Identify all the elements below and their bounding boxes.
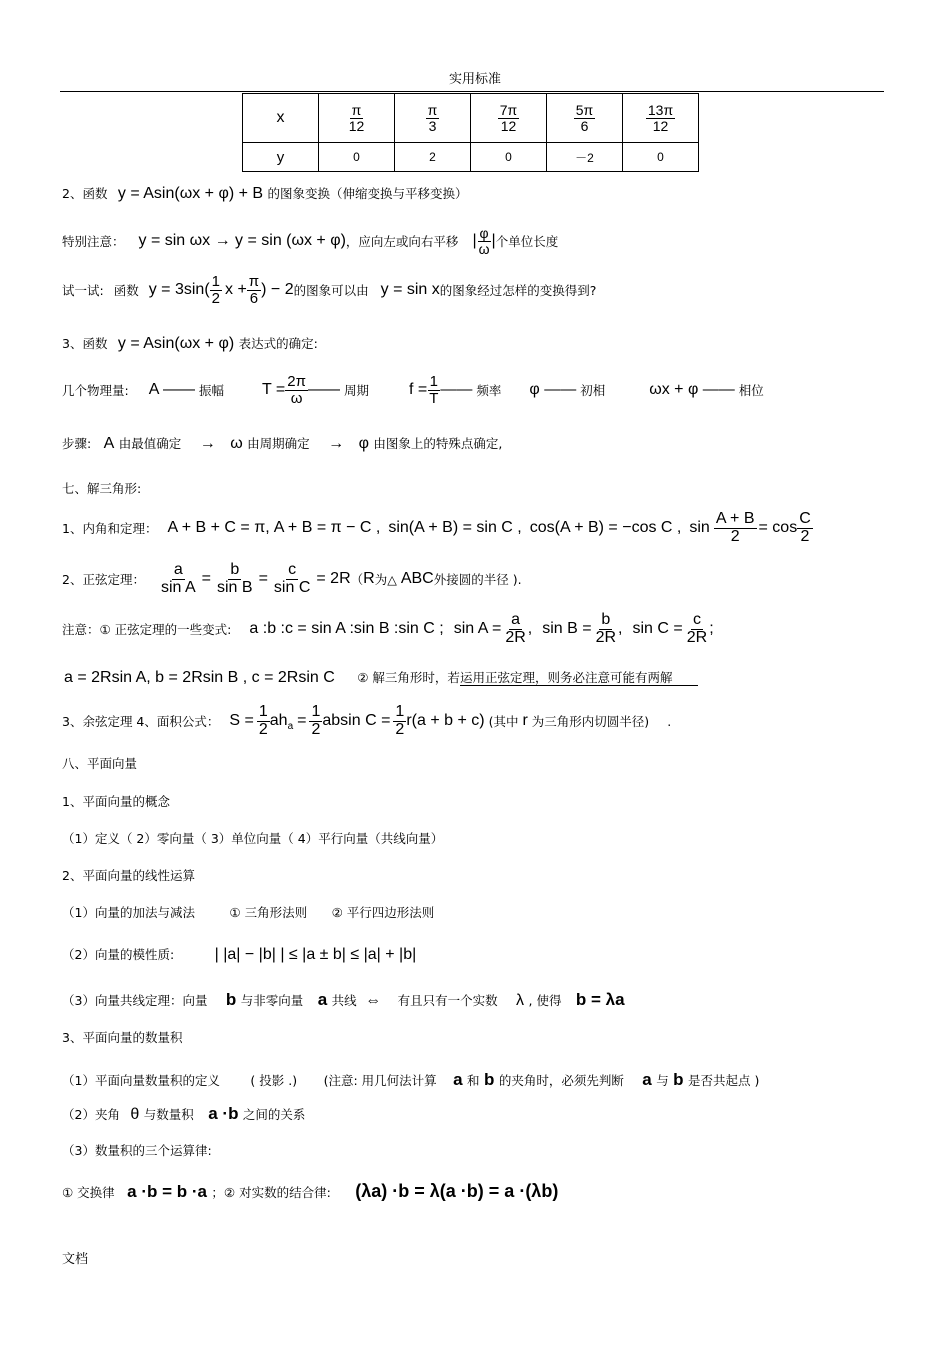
dot-product-definition-line: （1）平面向量数量积的定义 ( 投影 .) (注意: 用几何法计算 a 和 b 的夹角时，必须先判断 a 与 b 是否共起点 ) xyxy=(62,1070,760,1089)
angle-dot-product-line: （2）夹角 θ 与数量积 a ·b 之间的关系 xyxy=(62,1104,306,1123)
section-3-line: 3、函数 y = Asin(ωx + φ) 表达式的确定: xyxy=(62,335,318,352)
table-y-cell: 0 xyxy=(623,143,699,172)
vector-norm-line: （2）向量的模性质: | |a| − |b| | ≤ |a ± b| ≤ |a| + |b| xyxy=(62,946,417,963)
angle-sum-line: 1、内角和定理： A + B + C = π , A + B = π − C , sin(A + B) = sin C , cos(A + B) = −cos C , sin $\frac{A + B}{2}$ = cos C 2 xyxy=(62,510,811,545)
dot-product-laws-line: ① 交换律 a ·b = b ·a ；② 对实数的结合律: (λa) ·b = λ(a ·b) = a ·(λb) xyxy=(62,1181,559,1201)
table-y-cell: 0 xyxy=(471,143,547,172)
table-row xyxy=(243,94,699,143)
table-x-cell: $\frac{\pi}{3}$ xyxy=(395,94,471,143)
vector-concept-items: （1）定义（ 2）零向量（ 3）单位向量（ 4）平行向量（共线向量） xyxy=(62,831,444,846)
dot-product-laws-title: （3）数量积的三个运算律: xyxy=(62,1143,212,1158)
section-8-title: 八、平面向量 xyxy=(62,756,138,771)
value-table xyxy=(242,93,699,172)
sine-rule-line: 2、正弦定理： $\frac{a}{\text{sin A}}$ = $\frac{b}{\text{sin B}}$ = $\frac{c}{\text{sin C}}$ = 2R （ R 为△ ABC 外接圆的半径 ). xyxy=(62,561,522,596)
section-2-line: 2、函数 y = Asin(ωx + φ) + B 的图象变换（伸缩变换与平移变换） xyxy=(62,185,468,202)
table-x-cell: $\frac{5\pi}{6}$ xyxy=(547,94,623,143)
header-rule xyxy=(60,91,884,92)
page-footer: 文档 xyxy=(62,1252,89,1267)
steps-line: 步骤: A 由最值确定 → ω 由周期确定 → φ 由图象上的特殊点确定, xyxy=(62,435,503,452)
area-formula-line: 3、余弦定理 4、面积公式： S = $\frac{1}{2}$ ah a = $\frac{1}{2}$ absin C = $\frac{1}{2}$ r(a + b + c) (其中 r 为三角形内切圆半径) . xyxy=(62,703,672,738)
vector-add-sub-line: （1）向量的加法与减法 ① 三角形法则 ② 平行四边形法则 xyxy=(62,905,435,920)
table-y-cell: 0 xyxy=(319,143,395,172)
section-7-title: 七、解三角形: xyxy=(62,481,142,496)
sine-rule-variants-line: a = 2Rsin A, b = 2Rsin B , c = 2Rsin C ② 解三角形时，若运用正弦定理，则务必注意可能有两解 xyxy=(64,668,698,687)
special-note-line: 特别注意： y = sin ωx → y = sin (ωx + φ) ，应向左或向右平移 | φ ω | 个单位长度 xyxy=(62,225,559,257)
vector-concept-title: 1、平面向量的概念 xyxy=(62,794,170,809)
sine-rule-notes-line: 注意：① 正弦定理的一些变式: a :b :c = sin A :sin B :sin C ; sin A = $\frac{a}{2R}$ , sin B = $\frac{b}{2R}$ , sin C = $\frac{c}{2R}$ ; xyxy=(62,611,714,646)
table-x-label: x xyxy=(243,94,319,143)
table-x-cell: $\frac{\pi}{12}$ xyxy=(319,94,395,143)
dot-product-title: 3、平面向量的数量积 xyxy=(62,1030,183,1045)
table-x-cell: $\frac{7\pi}{12}$ xyxy=(471,94,547,143)
table-row xyxy=(243,143,699,172)
table-x-cell: $\frac{13\pi}{12}$ xyxy=(623,94,699,143)
table-y-cell: 2 xyxy=(395,143,471,172)
try-line: 试一试: 函数 y = 3sin( 1 2 x + $\frac{\pi}{6}$ ) − 2 的图象可以由 y = sin x 的图象经过怎样的变换得到? xyxy=(62,273,597,307)
table-y-label: y xyxy=(243,143,319,172)
physical-quantities-line: 几个物理量: A —— 振幅 T = $\frac{2\pi}{\omega}$ —— 周期 f = $\frac{1}{T}$ —— 频率 φ —— 初相 ωx + φ —— 相位 xyxy=(62,373,764,407)
vector-linear-title: 2、平面向量的线性运算 xyxy=(62,868,195,883)
page-header: 实用标准 xyxy=(448,72,501,87)
vector-collinear-line: （3）向量共线定理：向量 b 与非零向量 a 共线 ⇔ 有且只有一个实数 λ , 使得 b = λa xyxy=(62,990,625,1009)
table-y-cell: －2 xyxy=(547,143,623,172)
